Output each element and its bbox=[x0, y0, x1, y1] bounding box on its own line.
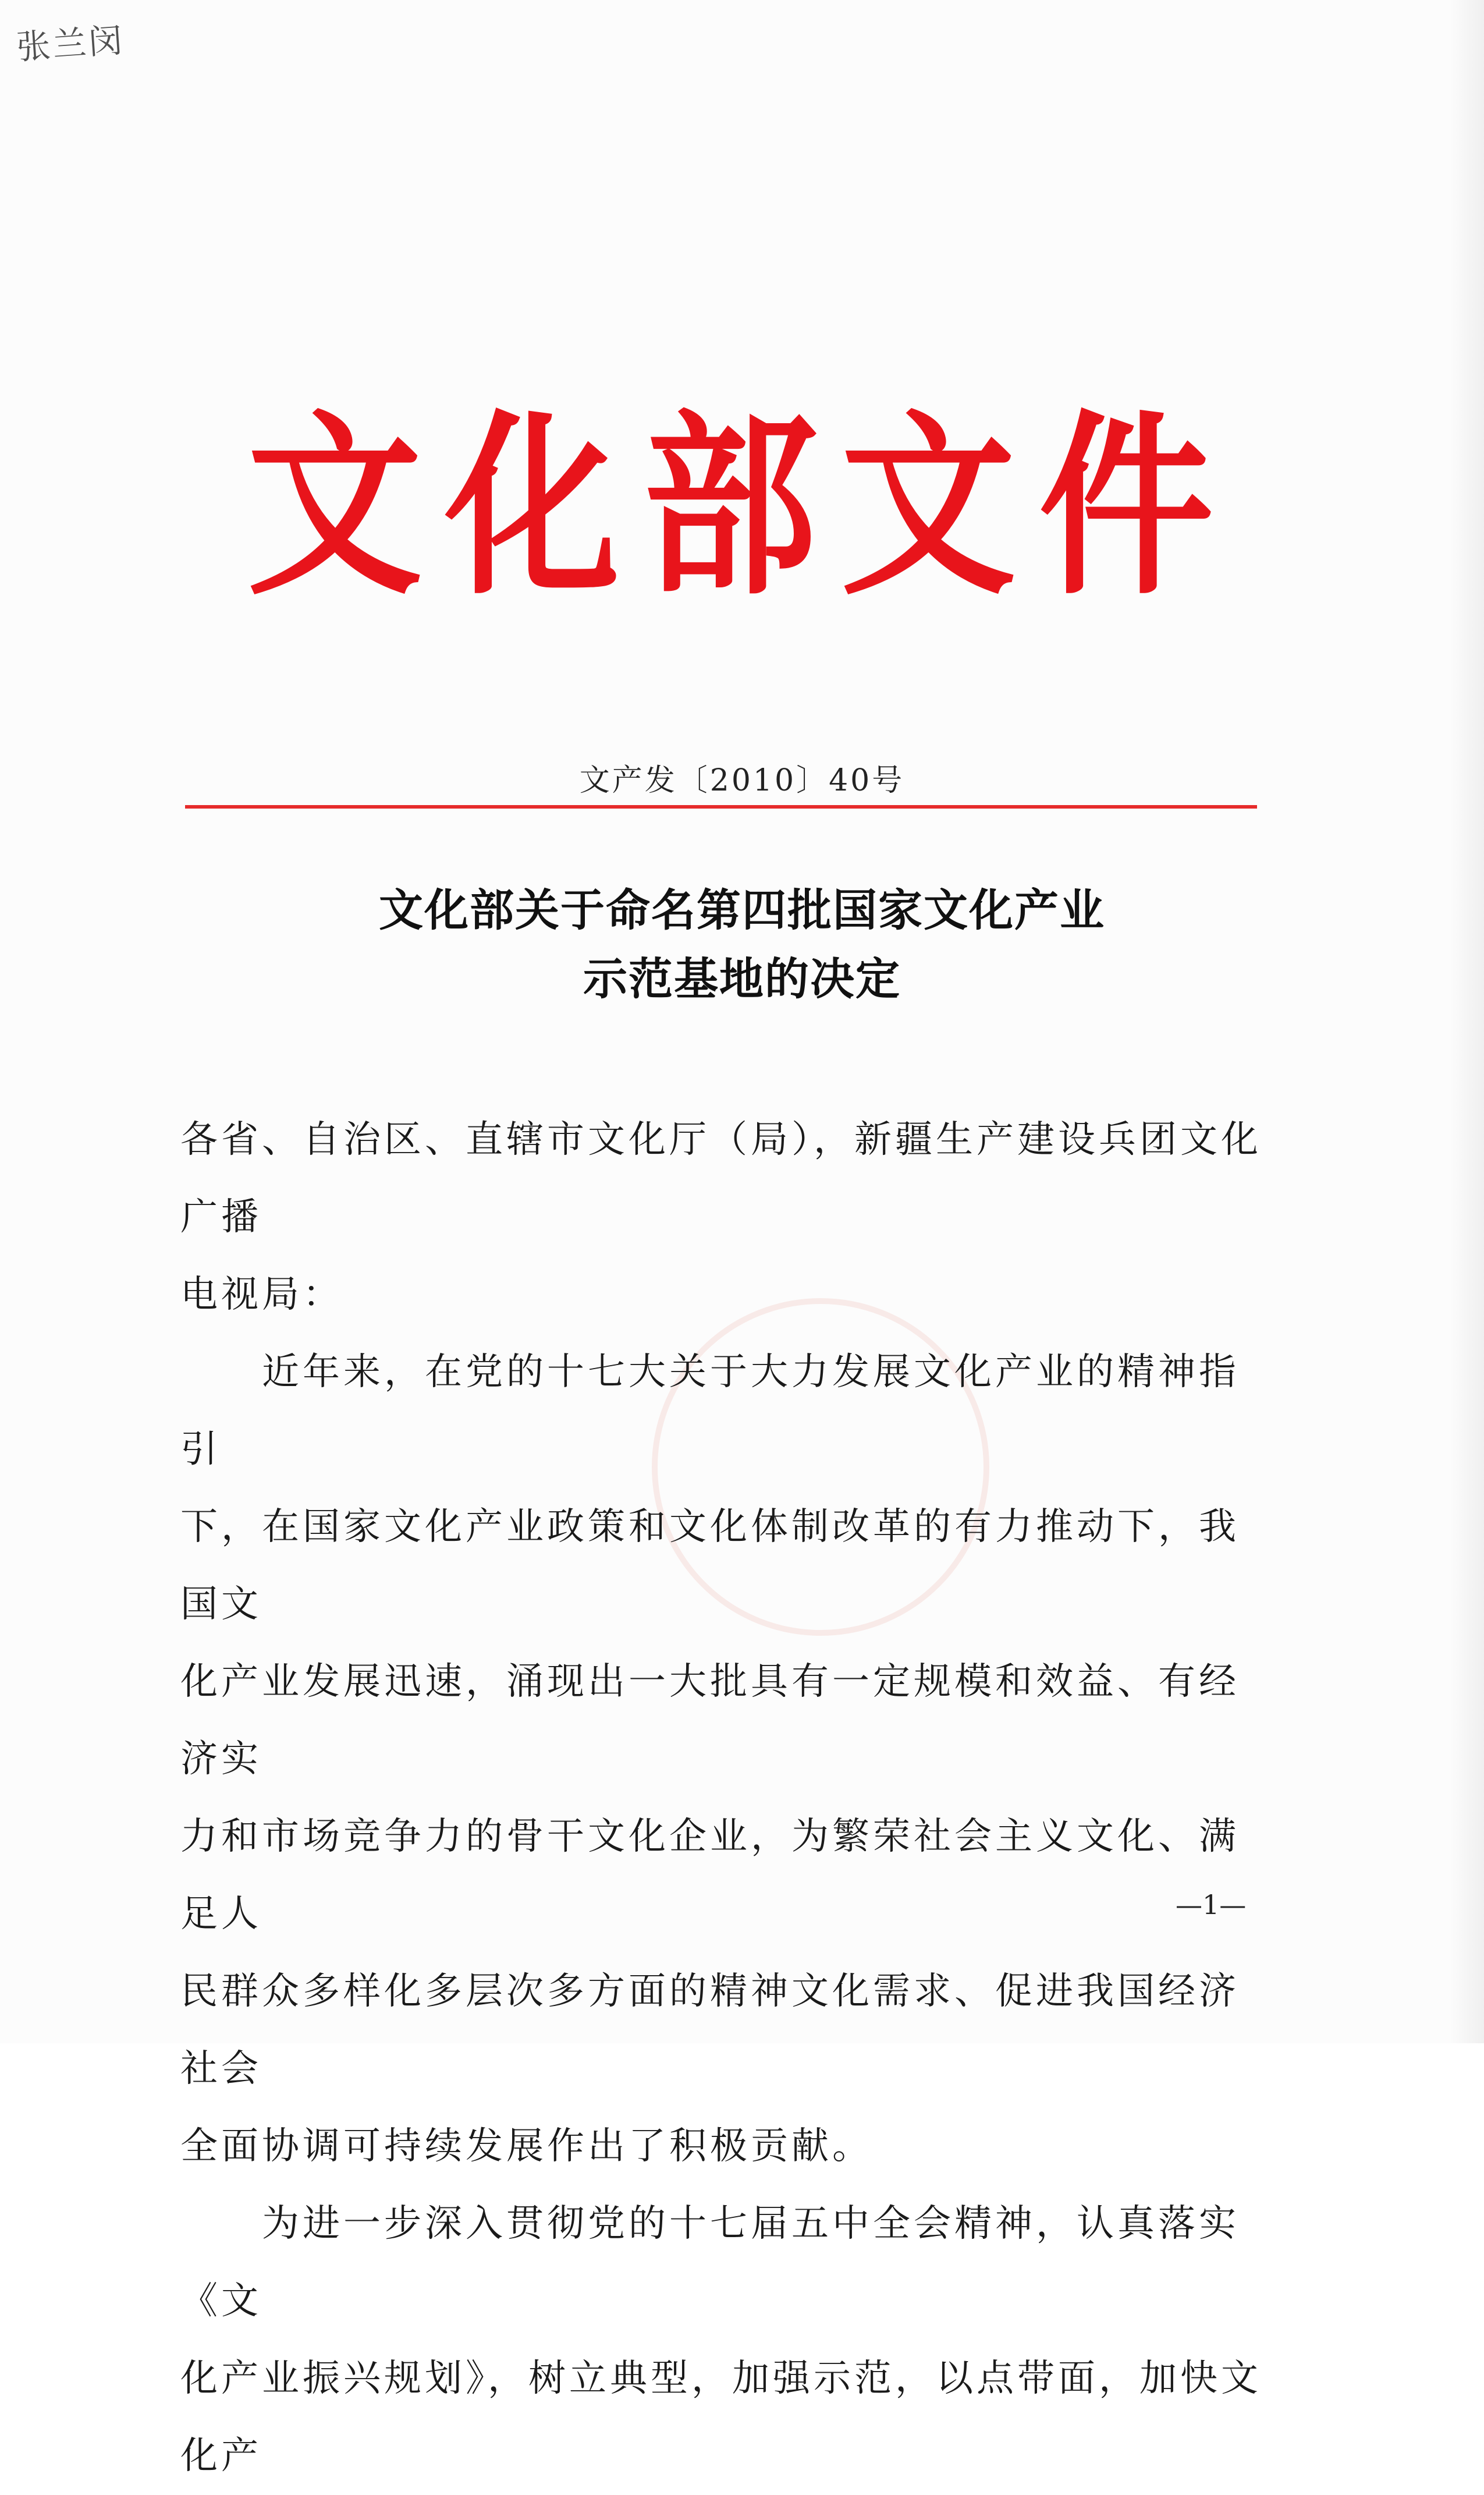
paragraph1-line-6: 全面协调可持续发展作出了积极贡献。 bbox=[180, 2125, 873, 2168]
title-line-1: 文化部关于命名第四批国家文化产业 bbox=[379, 884, 1105, 936]
title-line-2: 示范基地的决定 bbox=[583, 953, 901, 1005]
page-number: —1— bbox=[1176, 1889, 1247, 1920]
paragraph1-line-2: 下，在国家文化产业政策和文化体制改革的有力推动下，我国文 bbox=[180, 1505, 1240, 1626]
red-divider-line bbox=[185, 805, 1257, 809]
document-number: 文产发〔2010〕40号 bbox=[579, 763, 905, 798]
document-body bbox=[180, 1101, 1274, 2495]
salutation-line-2: 电视局： bbox=[180, 1273, 343, 1316]
paragraph2-line-2: 化产业振兴规划》，树立典型，加强示范，以点带面，加快文化产 bbox=[180, 2357, 1262, 2478]
salutation-line-1: 各省、自治区、直辖市文化厅（局），新疆生产建设兵团文化广播 bbox=[180, 1118, 1262, 1239]
document-title bbox=[0, 876, 1484, 1013]
paragraph1-line-4: 力和市场竞争力的骨干文化企业，为繁荣社会主义文化、满足人 bbox=[180, 1815, 1240, 1936]
paragraph1-line-3: 化产业发展迅速，涌现出一大批具有一定规模和效益、有经济实 bbox=[180, 1660, 1240, 1781]
handwritten-note: 张兰闵 bbox=[15, 20, 126, 68]
paragraph1-line-5: 民群众多样化多层次多方面的精神文化需求、促进我国经济社会 bbox=[180, 1970, 1240, 2090]
paragraph1-line-1: 近年来，在党的十七大关于大力发展文化产业的精神指引 bbox=[180, 1351, 1240, 1471]
scan-edge-shadow bbox=[1449, 0, 1484, 2043]
paragraph2-line-1: 为进一步深入贯彻党的十七届五中全会精神，认真落实《文 bbox=[180, 2202, 1240, 2323]
document-header-title: 文化部文件 bbox=[247, 391, 1237, 622]
